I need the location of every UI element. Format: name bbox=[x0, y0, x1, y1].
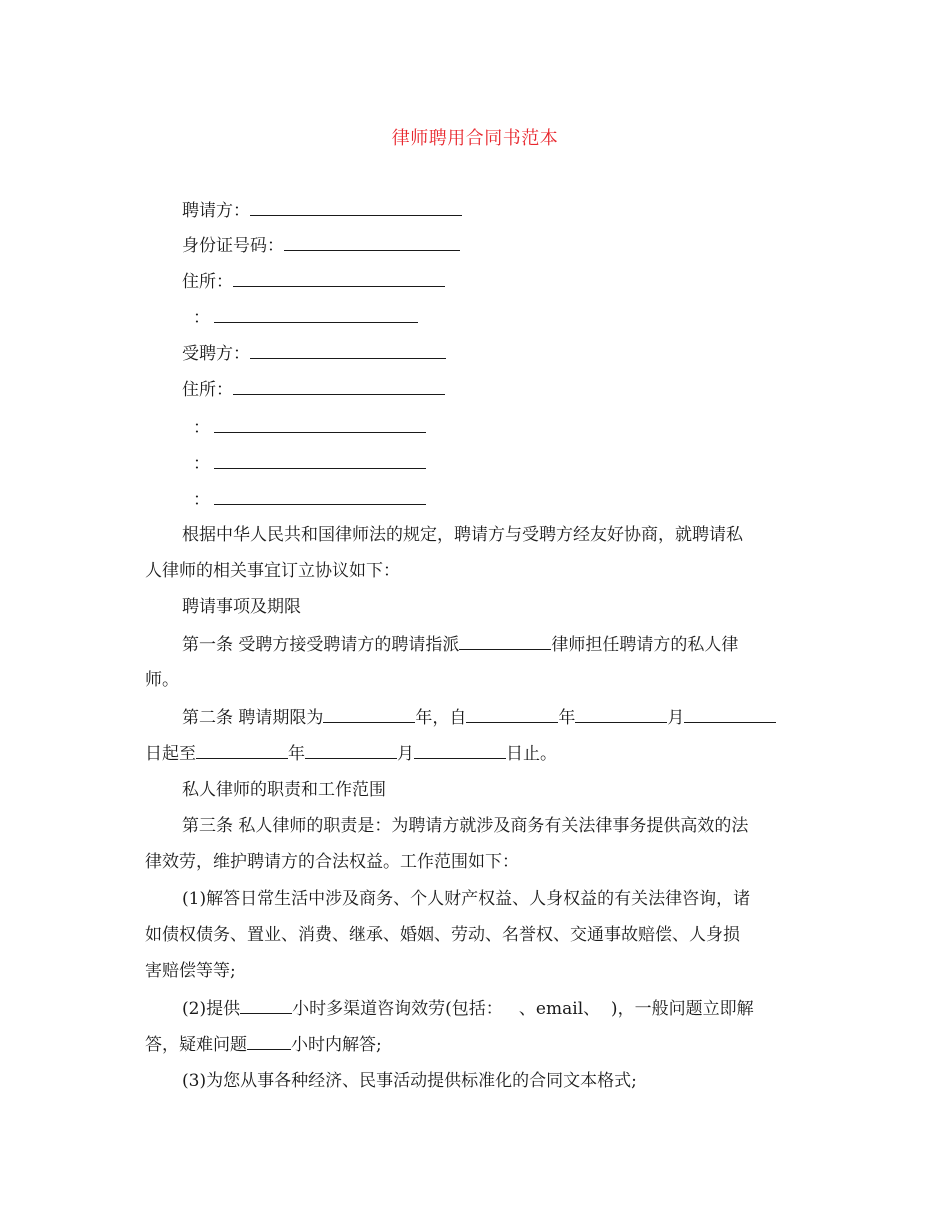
field-label: ： bbox=[193, 454, 210, 474]
field-label: ： bbox=[193, 490, 210, 510]
field-employer bbox=[182, 199, 462, 222]
article-text: (2)提供 bbox=[182, 999, 241, 1019]
item-2-line-1 bbox=[182, 997, 754, 1020]
field-blank[interactable] bbox=[214, 488, 426, 505]
article-3-line-1: 第三条 私人律师的职责是：为聘请方就涉及商务有关法律事务提供高效的法 bbox=[182, 816, 749, 836]
field-label: ： bbox=[193, 418, 210, 438]
section-heading-1: 聘请事项及期限 bbox=[182, 597, 301, 617]
field-id-number bbox=[182, 234, 460, 257]
end-day-blank[interactable] bbox=[414, 742, 506, 759]
field-label: 住所： bbox=[182, 380, 233, 400]
article-text: 第一条 受聘方接受聘请方的聘请指派 bbox=[182, 635, 460, 655]
field-colon-3 bbox=[193, 452, 426, 475]
item-1-line-3: 害赔偿等等; bbox=[145, 961, 236, 981]
field-colon-4 bbox=[193, 488, 426, 511]
term-years-blank[interactable] bbox=[323, 706, 415, 723]
response-hours-blank[interactable] bbox=[247, 1033, 291, 1050]
start-month-blank[interactable] bbox=[575, 706, 667, 723]
article-text: 答，疑难问题 bbox=[145, 1035, 247, 1055]
field-label: 身份证号码： bbox=[182, 236, 284, 256]
article-2-line-2 bbox=[145, 742, 557, 765]
field-blank[interactable] bbox=[233, 378, 445, 395]
field-label: 受聘方： bbox=[182, 344, 250, 364]
field-colon-1 bbox=[193, 306, 418, 329]
article-text: 第二条 聘请期限为 bbox=[182, 708, 324, 728]
article-text: 小时多渠道咨询效劳(包括： 、email、 )，一般问题立即解 bbox=[292, 999, 754, 1019]
item-3-line-1: (3)为您从事各种经济、民事活动提供标准化的合同文本格式; bbox=[182, 1071, 637, 1091]
field-employee bbox=[182, 342, 446, 365]
field-blank[interactable] bbox=[214, 452, 426, 469]
field-blank[interactable] bbox=[250, 342, 446, 359]
intro-line-2: 人律师的相关事宜订立协议如下： bbox=[145, 561, 400, 581]
article-1-line-1 bbox=[182, 633, 738, 656]
article-text: 年 bbox=[288, 744, 305, 764]
item-2-line-2 bbox=[145, 1033, 382, 1056]
field-blank[interactable] bbox=[214, 416, 426, 433]
article-text: 年 bbox=[558, 708, 576, 728]
article-text: 律师担任聘请方的私人律 bbox=[551, 635, 739, 655]
article-2-line-1 bbox=[182, 706, 776, 729]
article-text: 日止。 bbox=[506, 744, 557, 764]
document-title: 律师聘用合同书范本 bbox=[391, 128, 559, 149]
field-label: 聘请方： bbox=[182, 201, 250, 221]
field-blank[interactable] bbox=[284, 234, 460, 251]
field-colon-2 bbox=[193, 416, 426, 439]
field-blank[interactable] bbox=[214, 306, 418, 323]
field-blank[interactable] bbox=[233, 270, 445, 287]
field-label: ： bbox=[193, 308, 210, 328]
field-address bbox=[182, 270, 445, 293]
article-3-line-2: 律效劳，维护聘请方的合法权益。工作范围如下： bbox=[145, 852, 519, 872]
article-1-line-2: 师。 bbox=[145, 670, 179, 690]
field-blank[interactable] bbox=[250, 199, 462, 216]
end-year-blank[interactable] bbox=[196, 742, 288, 759]
item-1-line-1: (1)解答日常生活中涉及商务、个人财产权益、人身权益的有关法律咨询，诸 bbox=[182, 889, 751, 909]
intro-line-1: 根据中华人民共和国律师法的规定，聘请方与受聘方经友好协商，就聘请私 bbox=[182, 525, 743, 545]
field-employee-address bbox=[182, 378, 445, 401]
start-day-blank[interactable] bbox=[684, 706, 776, 723]
article-text: 月 bbox=[397, 744, 414, 764]
field-label: 住所： bbox=[182, 272, 233, 292]
hours-blank[interactable] bbox=[240, 997, 292, 1014]
item-1-line-2: 如债权债务、置业、消费、继承、婚姻、劳动、名誉权、交通事故赔偿、人身损 bbox=[145, 925, 740, 945]
end-month-blank[interactable] bbox=[305, 742, 397, 759]
start-year-blank[interactable] bbox=[466, 706, 558, 723]
lawyer-name-blank[interactable] bbox=[459, 633, 551, 650]
article-text: 日起至 bbox=[145, 744, 196, 764]
article-text: 小时内解答; bbox=[291, 1035, 382, 1055]
section-heading-2: 私人律师的职责和工作范围 bbox=[182, 780, 386, 800]
article-text: 月 bbox=[667, 708, 685, 728]
article-text: 年，自 bbox=[415, 708, 467, 728]
